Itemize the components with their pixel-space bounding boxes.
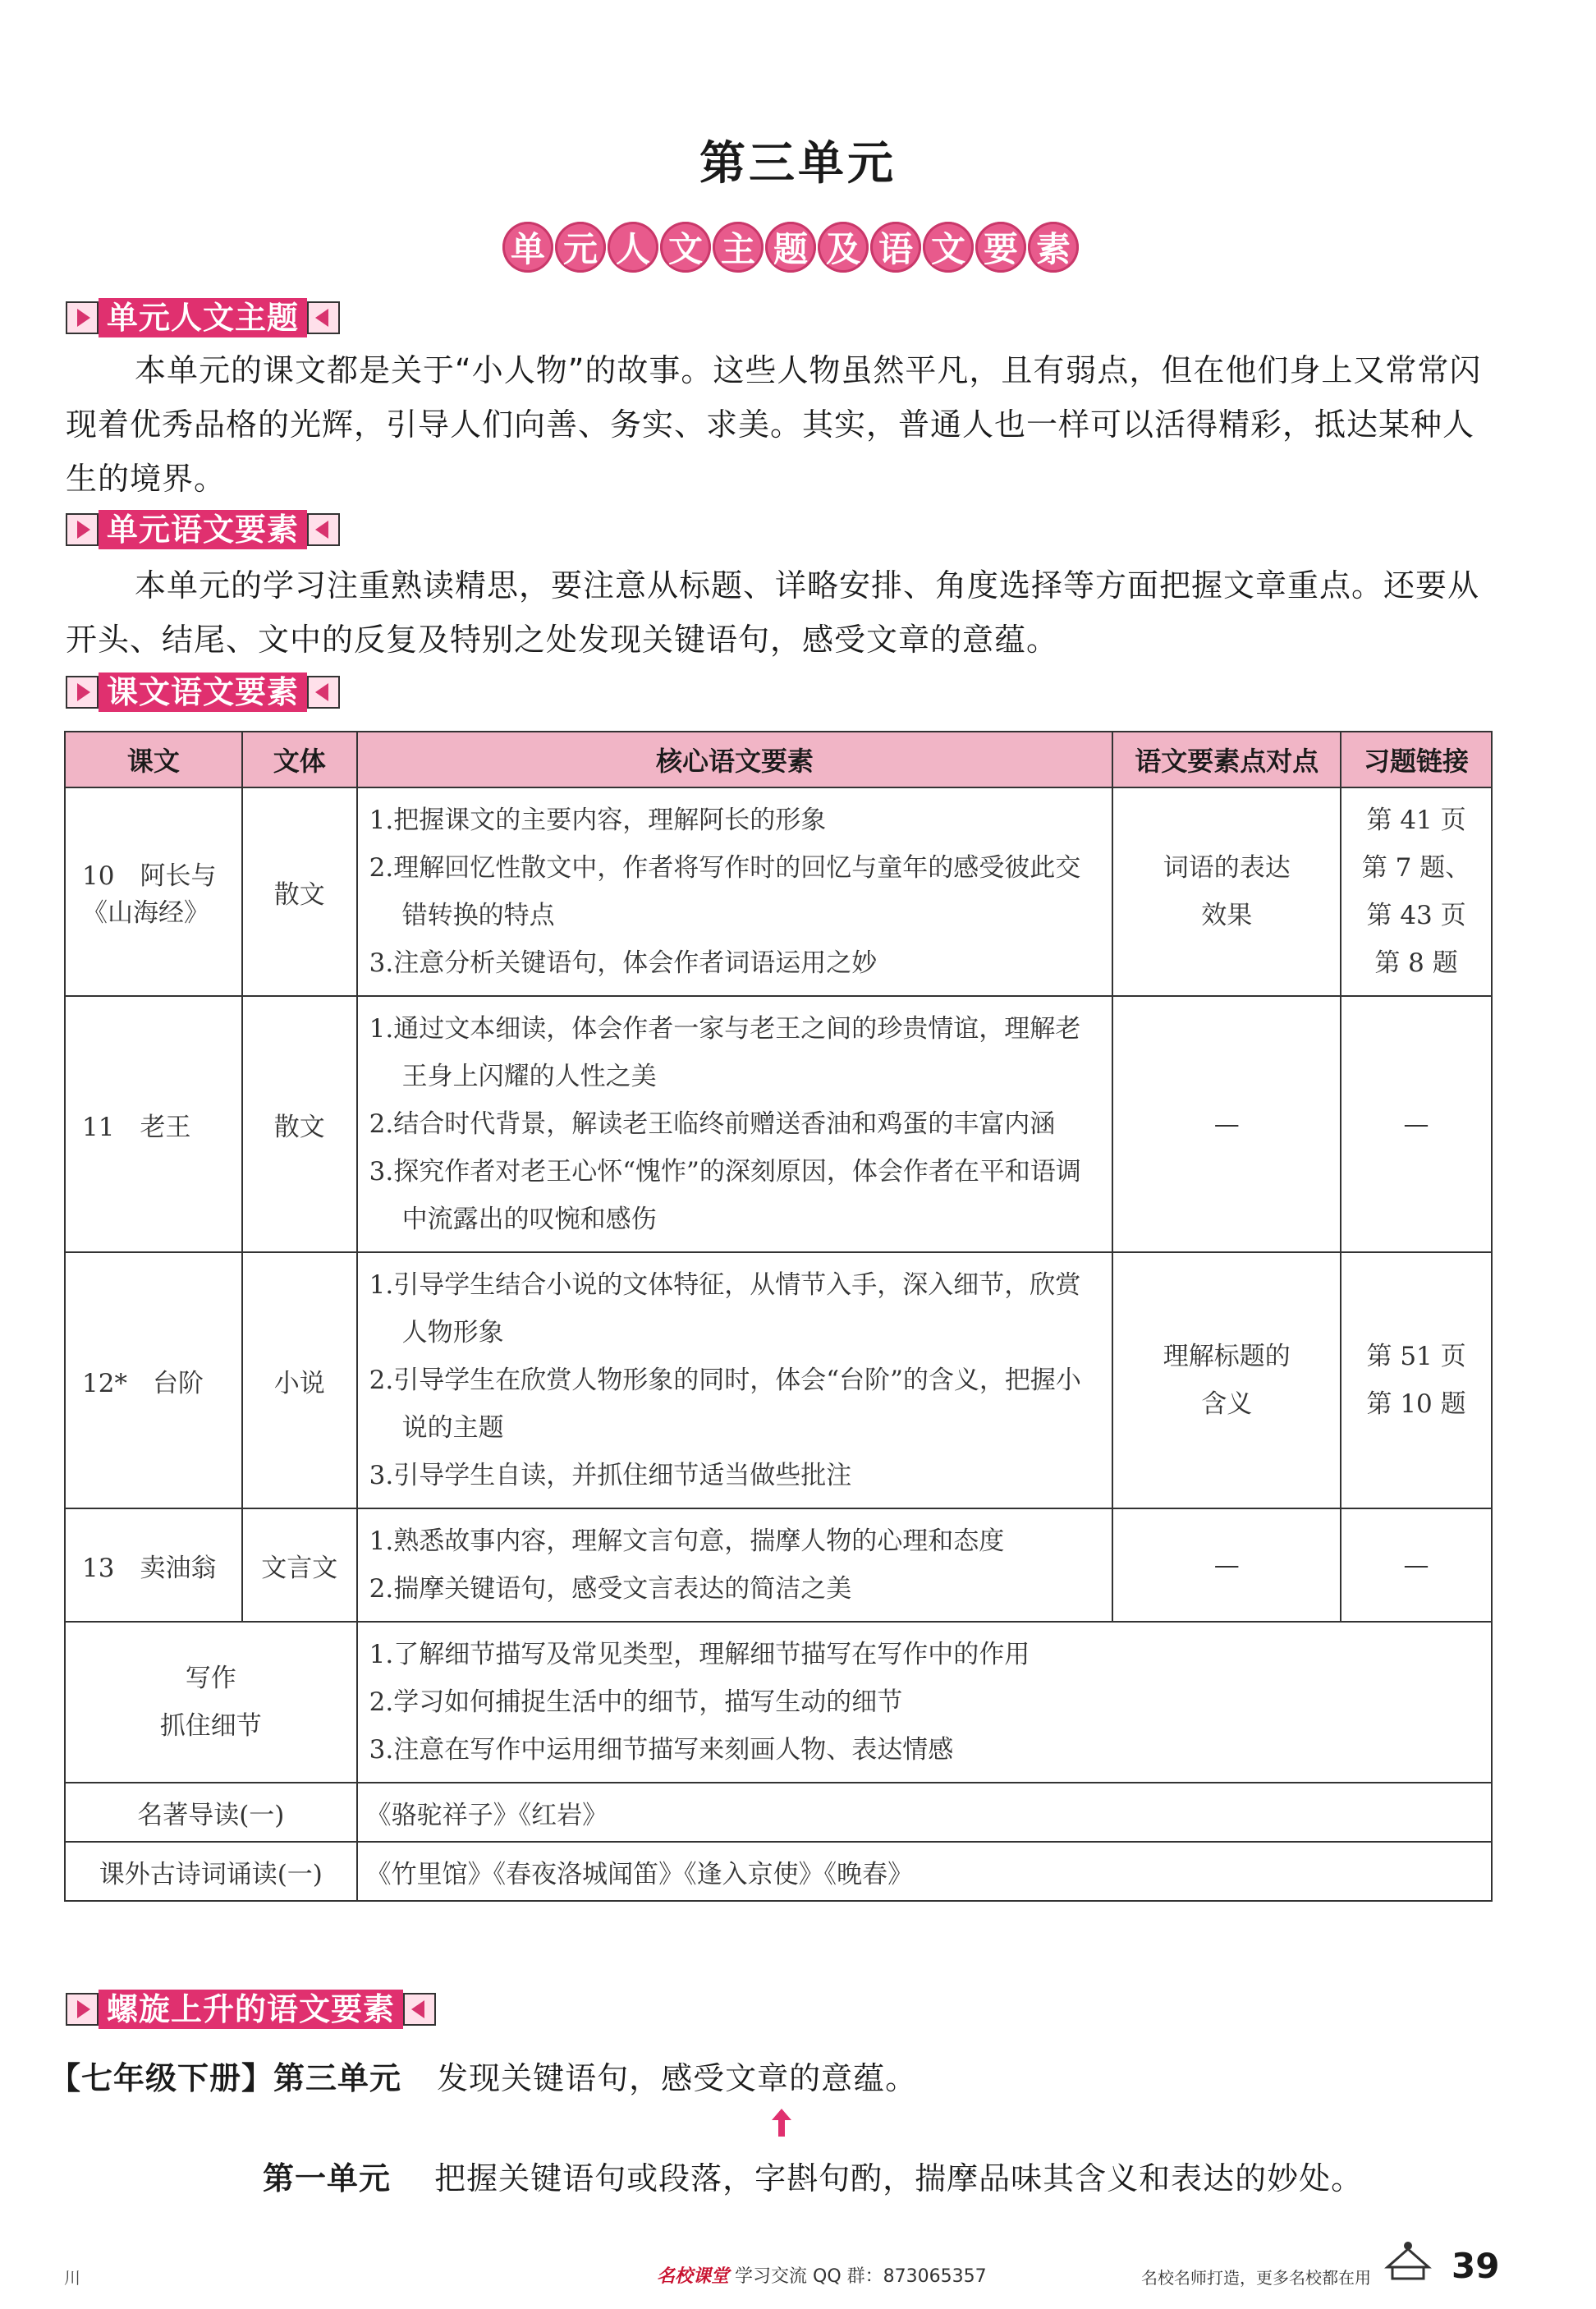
banner-char: 人 — [608, 222, 658, 273]
points-cell — [357, 1508, 1113, 1622]
spiral-tag: 【七年级下册】第三单元 — [49, 2060, 402, 2096]
section-label: 单元人文主题 — [99, 298, 307, 337]
point-item: 2.结合时代背景，解读老王临终前赠送香油和鸡蛋的丰富内涵 — [369, 1109, 1056, 1139]
section-heading-lesson — [66, 672, 340, 713]
header-pair: 语文要素点对点 — [1112, 732, 1341, 787]
point-item: 2.学习如何捕捉生活中的细节，描写生动的细节 — [369, 1687, 903, 1717]
points-cell — [357, 996, 1113, 1252]
poems-label: 课外古诗词诵读(一) — [65, 1842, 357, 1901]
point-item: 1.把握课文的主要内容，理解阿长的形象 — [369, 806, 827, 835]
poems-row — [65, 1842, 1492, 1901]
section-heading-spiral — [66, 1989, 436, 2030]
writing-label-line: 写作 — [185, 1664, 236, 1693]
banner-char: 语 — [870, 222, 921, 273]
play-left-icon — [307, 676, 340, 709]
point-item: 2.引导学生在欣赏人物形象的同时，体会“台阶”的含义，把握小说的主题 — [369, 1366, 1081, 1443]
table-row — [65, 996, 1492, 1252]
point-item: 1.通过文本细读，体会作者一家与老王之间的珍贵情谊，理解老王身上闪耀的人性之美 — [369, 1014, 1081, 1091]
point-item: 1.引导学生结合小说的文体特征，从情节入手，深入细节，欣赏人物形象 — [369, 1270, 1081, 1347]
humanities-paragraph: 本单元的课文都是关于“小人物”的故事。这些人物虽然平凡，且有弱点，但在他们身上又常常闪现着优秀品格的光辉，引导人们向善、务实、求美。其实，普通人也一样可以活得精彩，抵达某种人生的境界。 — [66, 352, 1482, 497]
lesson-cell: 11 老王 — [65, 996, 242, 1252]
writing-points — [357, 1622, 1492, 1783]
core-elements-table — [64, 731, 1493, 1902]
header-lesson: 课文 — [65, 732, 242, 787]
lesson-cell: 12* 台阶 — [65, 1252, 242, 1508]
link-cell: 第 41 页第 7 题、第 43 页第 8 题 — [1341, 787, 1492, 996]
points-cell — [357, 787, 1113, 996]
point-item: 3.注意在写作中运用细节描写来刻画人物、表达情感 — [369, 1735, 954, 1765]
table-row — [65, 1252, 1492, 1508]
footer-brand: 名校课堂 — [657, 2266, 730, 2287]
school-logo-icon — [1379, 2238, 1437, 2287]
genre-cell: 散文 — [242, 996, 357, 1252]
section-heading-humanities — [66, 297, 340, 338]
spiral-row-grade7 — [49, 2053, 917, 2098]
up-arrow-icon — [772, 2109, 791, 2137]
point-item: 3.注意分析关键语句，体会作者词语运用之妙 — [369, 948, 878, 978]
table-header-row — [65, 732, 1492, 787]
footer-qq-text: 学习交流 QQ 群：873065357 — [735, 2266, 987, 2287]
reading-label: 名著导读(一) — [65, 1783, 357, 1842]
theme-banner — [502, 222, 1079, 279]
play-left-icon — [307, 513, 340, 546]
table-row — [65, 1508, 1492, 1622]
table-body — [65, 787, 1492, 1901]
header-genre: 文体 — [242, 732, 357, 787]
section-label: 单元语文要素 — [99, 510, 307, 549]
banner-char: 及 — [818, 222, 869, 273]
link-cell: 第 51 页第 10 题 — [1341, 1252, 1492, 1508]
table-row — [65, 787, 1492, 996]
banner-char: 主 — [713, 222, 764, 273]
unit-title: 第三单元 — [699, 136, 897, 191]
writing-label-line: 抓住细节 — [159, 1711, 262, 1741]
spiral-text: 发现关键语句，感受文章的意蕴。 — [437, 2060, 918, 2096]
point-item: 1.了解细节描写及常见类型，理解细节描写在写作中的作用 — [369, 1640, 1030, 1669]
point-item: 2.揣摩关键语句，感受文言表达的简洁之美 — [369, 1574, 852, 1604]
poems-value: 《竹里馆》《春夜洛城闻笛》《逢入京使》《晚春》 — [357, 1842, 1492, 1901]
banner-char: 素 — [1028, 222, 1079, 273]
points-cell — [357, 1252, 1113, 1508]
banner-char: 文 — [923, 222, 974, 273]
pair-cell: 词语的表达效果 — [1112, 787, 1341, 996]
point-item: 3.引导学生自读，并抓住细节适当做些批注 — [369, 1461, 852, 1490]
pair-cell: 理解标题的含义 — [1112, 1252, 1341, 1508]
banner-char: 题 — [765, 222, 816, 273]
link-cell: — — [1341, 996, 1492, 1252]
writing-label — [65, 1622, 357, 1783]
reading-value: 《骆驼祥子》《红岩》 — [357, 1783, 1492, 1842]
point-item: 2.理解回忆性散文中，作者将写作时的回忆与童年的感受彼此交错转换的特点 — [369, 853, 1081, 930]
play-right-icon — [66, 301, 99, 334]
play-right-icon — [66, 676, 99, 709]
play-left-icon — [403, 1993, 436, 2026]
play-right-icon — [66, 513, 99, 546]
language-paragraph: 本单元的学习注重熟读精思，要注意从标题、详略安排、角度选择等方面把握文章重点。还要从开头、结尾、文中的反复及特别之处发现关键语句，感受文章的意蕴。 — [66, 567, 1480, 658]
link-cell: — — [1341, 1508, 1492, 1622]
spiral-text: 把握关键语句或段落，字斟句酌，揣摩品味其含义和表达的妙处。 — [434, 2160, 1364, 2197]
point-item: 3.探究作者对老王心怀“愧怍”的深刻原因，体会作者在平和语调中流露出的叹惋和感伤 — [369, 1157, 1081, 1234]
play-left-icon — [307, 301, 340, 334]
spiral-tag: 第一单元 — [263, 2160, 392, 2197]
section-label: 螺旋上升的语文要素 — [99, 1990, 403, 2029]
footer-qq — [657, 2262, 987, 2288]
lesson-cell: 13 卖油翁 — [65, 1508, 242, 1622]
page-number: 39 — [1452, 2246, 1500, 2286]
genre-cell: 小说 — [242, 1252, 357, 1508]
banner-char: 单 — [502, 222, 553, 273]
header-core: 核心语文要素 — [357, 732, 1113, 787]
point-item: 1.熟悉故事内容，理解文言句意，揣摩人物的心理和态度 — [369, 1526, 1005, 1556]
header-link: 习题链接 — [1341, 732, 1492, 787]
lesson-cell: 10 阿长与《山海经》 — [65, 787, 242, 996]
section-heading-language — [66, 509, 340, 550]
genre-cell: 散文 — [242, 787, 357, 996]
writing-row — [65, 1622, 1492, 1783]
footer-slogan: 名校名师打造，更多名校都在用 — [1141, 2268, 1371, 2288]
pair-cell: — — [1112, 1508, 1341, 1622]
section-label: 课文语文要素 — [99, 673, 307, 712]
banner-char: 文 — [660, 222, 711, 273]
reading-row — [65, 1783, 1492, 1842]
footer-region-mark: 川 — [64, 2268, 80, 2288]
banner-char: 元 — [555, 222, 606, 273]
play-right-icon — [66, 1993, 99, 2026]
spiral-row-unit1 — [263, 2153, 1363, 2198]
banner-char: 要 — [975, 222, 1026, 273]
pair-cell: — — [1112, 996, 1341, 1252]
genre-cell: 文言文 — [242, 1508, 357, 1622]
